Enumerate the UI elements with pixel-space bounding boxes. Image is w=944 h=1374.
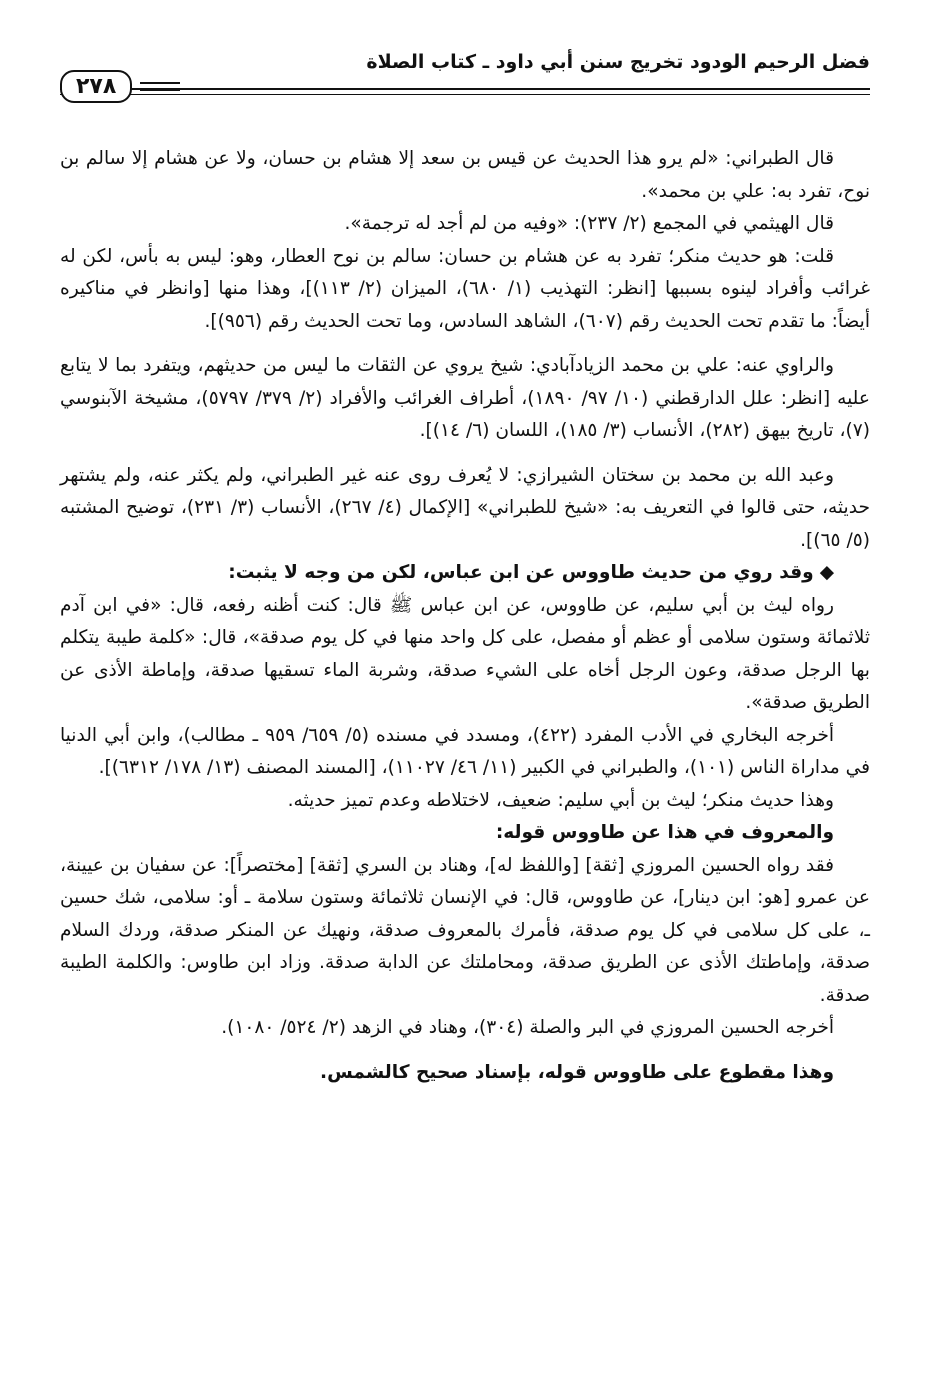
paragraph: رواه ليث بن أبي سليم، عن طاووس، عن ابن عباس ﷺ قال: كنت أظنه رفعه، قال: «في ابن آدم ثلاثمائة وستون سلامى أو عظم أو مفصل، على كل واحد منها في كل يوم صدقة»، قال: «كلمة طيبة يتكلم بها الرجل صدقة، وعون الرجل أخاه على الشيء صدقة، وشربة الماء تسقيها صدقة، وإماطة الأذى عن الطريق صدقة».: [60, 594, 870, 713]
bold-paragraph: والمعروف في هذا عن طاووس قوله:: [495, 822, 834, 843]
body-text: [60, 143, 870, 1089]
book-page: [60, 40, 870, 1089]
bold-bullet-paragraph: [60, 557, 870, 590]
header-rule: [60, 88, 870, 95]
page-number: ٢٧٨: [60, 70, 132, 103]
paragraph: فقد رواه الحسين المروزي [ثقة] [واللفظ له]، وهناد بن السري [ثقة] [مختصراً]: عن سفيان بن عيينة، عن عمرو [هو: ابن دينار]، عن طاووس، قال: في الإنسان ثلاثمائة وستون سلامة ـ أو: سلامى، شك حسين ـ، على كل سلامى في كل يوم صدقة، فأمرك بالمعروف صدقة، ونهيك عن المنكر صدقة، وردك السلام صدقة، وإماطتك الأذى عن الطريق صدقة، ومحاملتك عن الدابة صدقة. وزاد ابن طاوس: والكلمة الطيبة صدقة.: [60, 854, 870, 1006]
page-number-rule: [140, 82, 180, 91]
paragraph: قال الهيثمي في المجمع (٢/ ٢٣٧): «وفيه من لم أجد له ترجمة».: [344, 213, 834, 234]
paragraph-text: وقد روي من حديث طاووس عن ابن عباس، لكن من وجه لا يثبت:: [228, 562, 814, 583]
paragraph: أخرجه الحسين المروزي في البر والصلة (٣٠٤)، وهناد في الزهد (٢/ ٥٢٤/ ١٠٨٠).: [221, 1017, 834, 1038]
running-header-title: فضل الرحيم الودود تخريج سنن أبي داود ـ كتاب الصلاة: [366, 51, 870, 73]
page-number-ornament: [60, 70, 180, 103]
paragraph: أخرجه البخاري في الأدب المفرد (٤٢٢)، ومسدد في مسنده (٥/ ٦٥٩/ ٩٥٩ ـ مطالب)، وابن أبي الدنيا في مداراة الناس (١٠١)، والطبراني في الكبير (١١/ ٤٦/ ١١٠٢٧)، [المسند المصنف (١٣/ ١٧٨/ ٦٣١٢)].: [60, 724, 870, 778]
paragraph: والراوي عنه: علي بن محمد الزيادآبادي: شيخ يروي عن الثقات ما ليس من حديثهم، ويتفرد بما لا يتابع عليه [انظر: علل الدارقطني (١٠/ ٩٧/ ١٨٩٠)، أطراف الغرائب والأفراد (٢/ ٣٧٩/ ٥٧٩٧)، مشيخة الآبنوسي (٧)، تاريخ بيهق (٢٨٢)، الأنساب (٣/ ١٨٥)، اللسان (٦/ ١٤)].: [60, 355, 870, 441]
paragraph: وعبد الله بن محمد بن سختان الشيرازي: لا يُعرف روى عنه غير الطبراني، ولم يكثر عنه، ولم يشتهر حديثه، حتى قالوا في التعريف به: «شيخ للطبراني» [الإكمال (٤/ ٢٦٧)، الأنساب (٣/ ٢٣١)، توضيح المشتبه (٥/ ٦٥)].: [60, 464, 870, 551]
paragraph: قلت: هو حديث منكر؛ تفرد به عن هشام بن حسان: سالم بن نوح العطار، وهو: ليس به بأس، لكن له غرائب وأفراد لينوه بسببها [انظر: التهذيب (١/ ٦٨٠)، الميزان (٢/ ١١٣)]، وهذا منها [وانظر في مناكيره أيضاً: ما تقدم تحت الحديث رقم (٦٠٧)، الشاهد السادس، وما تحت الحديث رقم (٩٥٦)].: [60, 245, 870, 332]
bold-paragraph: وهذا مقطوع على طاووس قوله، بإسناد صحيح كالشمس.: [320, 1061, 834, 1083]
running-header: [60, 40, 870, 84]
bullet-icon: ◆: [819, 562, 834, 583]
paragraph: وهذا حديث منكر؛ ليث بن أبي سليم: ضعيف، لاختلاطه وعدم تميز حديثه.: [287, 789, 834, 811]
paragraph: قال الطبراني: «لم يرو هذا الحديث عن قيس بن سعد إلا هشام بن حسان، ولا عن هشام إلا سالم بن نوح، تفرد به: علي بن محمد».: [60, 148, 870, 202]
